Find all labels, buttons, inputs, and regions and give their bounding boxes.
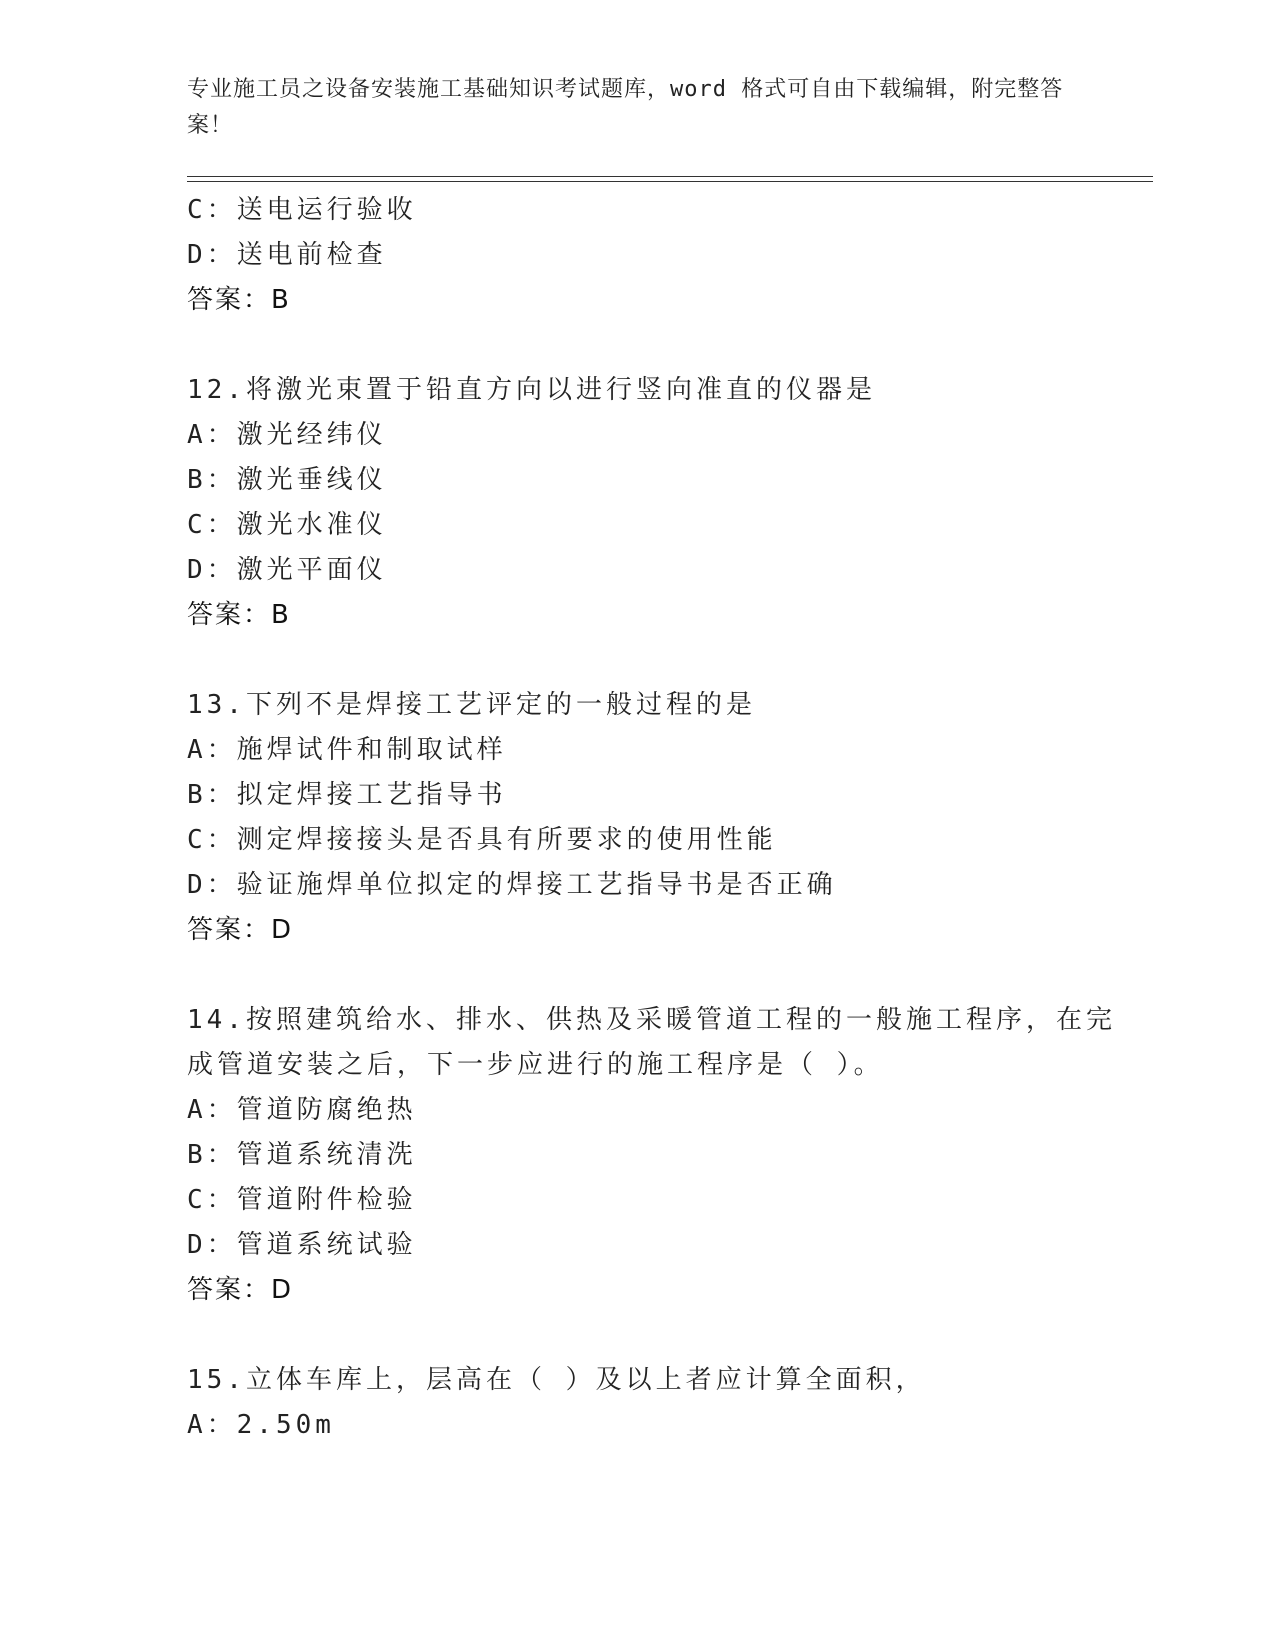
q13-option-a: A：施焊试件和制取试样 (187, 735, 507, 765)
document-header: 专业施工员之设备安装施工基础知识考试题库，word 格式可自由下载编辑，附完整答案！ (187, 77, 1064, 138)
header-divider-bottom (187, 181, 1153, 182)
q11-answer: 答案：B (187, 285, 291, 315)
header-divider-top (187, 176, 1153, 177)
q15-stem: 15.立体车库上，层高在（ ）及以上者应计算全面积， (187, 1365, 926, 1395)
q13-stem: 13.下列不是焊接工艺评定的一般过程的是 (187, 690, 756, 720)
q13-option-b: B：拟定焊接工艺指导书 (187, 780, 507, 810)
q14-option-c: C：管道附件检验 (187, 1185, 417, 1215)
q12-stem: 12.将激光束置于铅直方向以进行竖向准直的仪器是 (187, 375, 876, 405)
q14-option-d: D：管道系统试验 (187, 1230, 417, 1260)
q14-answer: 答案：D (187, 1275, 294, 1305)
q12-option-b: B：激光垂线仪 (187, 465, 387, 495)
q14-option-b: B：管道系统清洗 (187, 1140, 417, 1170)
q13-option-d: D：验证施焊单位拟定的焊接工艺指导书是否正确 (187, 870, 837, 900)
q12-option-c: C：激光水准仪 (187, 510, 387, 540)
q14-stem-line1: 14.按照建筑给水、排水、供热及采暖管道工程的一般施工程序，在完 (187, 1005, 1116, 1035)
q12-answer: 答案：B (187, 600, 291, 630)
q11-option-c: C：送电运行验收 (187, 195, 417, 225)
q12-option-a: A：激光经纬仪 (187, 420, 387, 450)
q13-answer: 答案：D (187, 915, 294, 945)
q14-option-a: A：管道防腐绝热 (187, 1095, 417, 1125)
q14-stem-line2: 成管道安装之后，下一步应进行的施工程序是（ ）。 (187, 1050, 884, 1080)
q12-option-d: D：激光平面仪 (187, 555, 387, 585)
q15-option-a: A：2.50m (187, 1410, 335, 1440)
q11-option-d: D：送电前检查 (187, 240, 387, 270)
q13-option-c: C：测定焊接接头是否具有所要求的使用性能 (187, 825, 777, 855)
